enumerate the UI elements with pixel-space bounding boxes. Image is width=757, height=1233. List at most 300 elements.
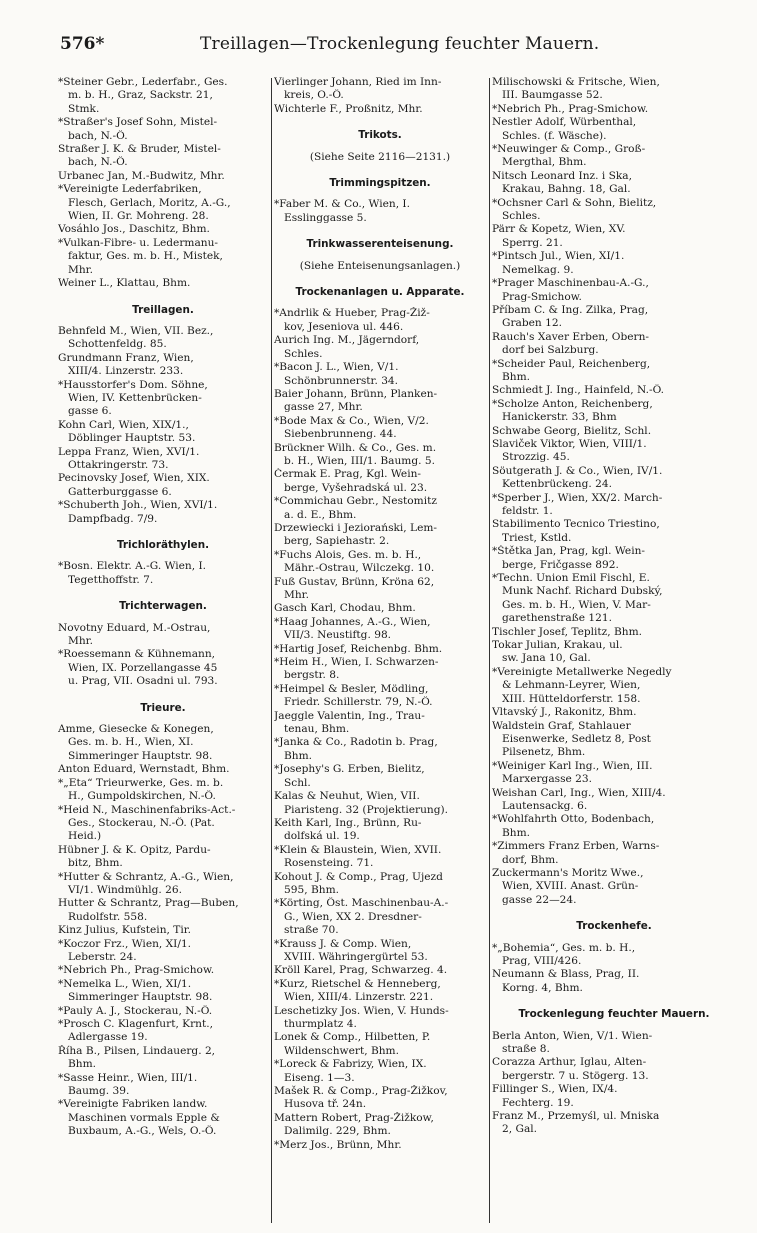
entry-line: G., Wien, XX 2. Dresdner- — [284, 910, 422, 923]
entry-line: Čermak E. Prag, Kgl. Wein- — [274, 468, 421, 481]
directory-entry — [492, 813, 736, 840]
entry-line: bitz, Bhm. — [68, 857, 123, 870]
section-heading: Treillagen. — [132, 303, 194, 316]
entry-line: tenau, Bhm. — [284, 723, 350, 736]
directory-entry — [492, 76, 736, 103]
entry-line: Behnfeld M., Wien, VII. Bez., — [58, 324, 214, 337]
entry-line: Vosáhlo Jos., Daschitz, Bhm. — [58, 223, 210, 236]
entry-line: feldstr. 1. — [502, 505, 553, 517]
directory-entry — [274, 1085, 486, 1112]
directory-entry — [274, 736, 486, 763]
directory-entry — [492, 116, 736, 143]
directory-entry — [274, 103, 486, 116]
entry-line: *Merz Jos., Brünn, Mhr. — [274, 1138, 402, 1151]
entry-line: *Josephy's G. Erben, Bielitz, — [274, 763, 425, 776]
entry-line: garethenstraße 121. — [502, 612, 612, 625]
entry-line: Tegetthoffstr. 7. — [68, 573, 154, 586]
directory-entry — [58, 170, 268, 183]
directory-entry — [58, 237, 268, 277]
entry-line: Wien, IX. Porzellangasse 45 — [68, 661, 218, 674]
entry-line: *Faber M. & Co., Wien, I. — [274, 198, 410, 211]
directory-entry — [492, 250, 736, 277]
entry-line: Schmiedt J. Ing., Hainfeld, N.-Ö. — [492, 384, 665, 397]
directory-entry — [58, 897, 268, 924]
section-heading: Trockenlegung feuchter Mauern. — [518, 1008, 710, 1021]
entry-line: Corazza Arthur, Iglau, Alten- — [492, 1056, 647, 1069]
directory-entry — [274, 1058, 486, 1085]
directory-entry — [274, 415, 486, 442]
entry-line: XIII. Hütteldorferstr. 158. — [502, 692, 641, 705]
directory-entry — [58, 804, 268, 844]
directory-entry — [274, 442, 486, 469]
directory-entry — [58, 143, 268, 170]
entry-line: Wien, XVIII. Anast. Grün- — [502, 880, 639, 893]
entry-line: Kinz Julius, Kufstein, Tir. — [58, 924, 191, 937]
directory-entry — [274, 198, 486, 225]
page-number: 576* — [60, 34, 105, 54]
section-heading: Trinkwasserenteisenung. — [306, 238, 454, 251]
entry-line: Wichterle F., Proßnitz, Mhr. — [274, 102, 423, 115]
directory-columns — [58, 76, 736, 1226]
entry-line: *Loreck & Fabrizy, Wien, IX. — [274, 1058, 427, 1071]
entry-line: Aurich Ing. M., Jägerndorf, — [274, 334, 420, 347]
entry-line: VII/3. Neustiftg. 98. — [284, 629, 392, 642]
entry-line: Waldstein Graf, Stahlauer — [492, 719, 631, 732]
entry-line: straße 8. — [502, 1043, 550, 1056]
entry-line: Ges. m. b. H., Wien, V. Mar- — [502, 598, 651, 611]
entry-line: Lonek & Comp., Hilbetten, P. — [274, 1031, 431, 1044]
running-title: Treillagen—Trockenlegung feuchter Mauern. — [200, 34, 600, 54]
entry-line: *Heid N., Maschinenfabriks-Act.- — [58, 803, 236, 816]
entry-line: Husova tř. 24n. — [284, 1098, 367, 1111]
entry-line: Tokar Julian, Krakau, ul. — [492, 639, 623, 652]
entry-line: Hübner J. & K. Opitz, Pardu- — [58, 843, 211, 856]
directory-entry — [58, 1005, 268, 1018]
directory-entry — [274, 763, 486, 790]
directory-entry — [58, 648, 268, 688]
entry-line: *Hartig Josef, Reichenbg. Bhm. — [274, 642, 443, 655]
entry-line: Dampfbadg. 7/9. — [68, 512, 158, 525]
entry-line: Milischowski & Fritsche, Wien, — [492, 76, 660, 88]
entry-line: Mhr. — [68, 263, 93, 276]
entry-line: m. b. H., Graz, Sackstr. 21, — [68, 89, 213, 102]
entry-line: Hanickerstr. 33, Bhm — [502, 411, 617, 424]
directory-entry — [58, 1045, 268, 1072]
entry-line: Prag, VIII/426. — [502, 955, 582, 967]
entry-line: *Techn. Union Emil Fischl, E. — [492, 572, 650, 585]
entry-line: Grundmann Franz, Wien, — [58, 351, 194, 364]
entry-line: Lautensackg. 6. — [502, 799, 588, 812]
entry-line: Novotny Eduard, M.-Ostrau, — [58, 621, 211, 634]
entry-line: Strozzig. 45. — [502, 451, 570, 464]
directory-entry — [492, 760, 736, 787]
entry-line: *Prager Maschinenbau-A.-G., — [492, 277, 649, 290]
entry-line: Baumg. 39. — [68, 1085, 130, 1098]
entry-line: faktur, Ges. m. b. H., Mistek, — [68, 250, 223, 263]
entry-line: III. Baumgasse 52. — [502, 89, 603, 102]
entry-line: Nestler Adolf, Würbenthal, — [492, 116, 637, 129]
entry-line: Leppa Franz, Wien, XVI/1. — [58, 445, 200, 458]
directory-entry — [274, 871, 486, 898]
entry-line: Eisenwerke, Sedletz 8, Post — [502, 732, 651, 745]
entry-line: *Vereinigte Metallwerke Negedly — [492, 665, 672, 678]
entry-line: gasse 27, Mhr. — [284, 401, 363, 414]
entry-line: Ges., Stockerau, N.-Ö. (Pat. — [68, 816, 215, 829]
directory-entry — [492, 277, 736, 304]
directory-entry — [58, 871, 268, 898]
directory-entry — [274, 978, 486, 1005]
page-header — [60, 34, 737, 64]
entry-line: kov, Jeseniova ul. 446. — [284, 320, 404, 333]
entry-line: Esslinggasse 5. — [284, 211, 367, 224]
directory-entry — [492, 840, 736, 867]
directory-entry — [492, 968, 736, 995]
directory-entry — [274, 897, 486, 937]
entry-line: bach, N.-Ö. — [68, 129, 128, 142]
directory-entry — [58, 76, 268, 116]
entry-line: *Vereinigte Lederfabriken, — [58, 183, 202, 196]
entry-line: Kettenbrückeng. 24. — [502, 478, 612, 491]
entry-line: *Nemelka L., Wien, XI/1. — [58, 977, 192, 990]
directory-entry — [492, 465, 736, 492]
entry-line: Gasch Karl, Chodau, Bhm. — [274, 602, 416, 615]
directory-entry — [274, 495, 486, 522]
entry-line: 2, Gal. — [502, 1123, 538, 1136]
entry-line: *Bosn. Elektr. A.-G. Wien, I. — [58, 560, 207, 573]
column-1 — [58, 76, 268, 1226]
entry-line: dolfská ul. 19. — [284, 830, 360, 843]
entry-line: Urbanec Jan, M.-Budwitz, Mhr. — [58, 169, 225, 182]
entry-line: Kröll Karel, Prag, Schwarzeg. 4. — [274, 964, 448, 977]
entry-line: Amme, Giesecke & Konegen, — [58, 723, 214, 736]
section-heading: Trieure. — [140, 701, 186, 714]
directory-entry — [58, 183, 268, 223]
entry-line: kreis, O.-Ö. — [284, 89, 344, 102]
directory-entry — [492, 942, 736, 969]
directory-entry — [58, 325, 268, 352]
directory-entry — [274, 790, 486, 817]
directory-entry — [274, 643, 486, 656]
entry-line: Stmk. — [68, 102, 100, 115]
entry-line: u. Prag, VII. Osadni ul. 793. — [68, 675, 218, 688]
entry-line: Schles. — [502, 210, 541, 223]
entry-line: H., Gumpoldskirchen, N.-Ö. — [68, 790, 216, 803]
entry-line: *Haag Johannes, A.-G., Wien, — [274, 615, 431, 628]
directory-entry — [274, 964, 486, 977]
directory-entry — [492, 1056, 736, 1083]
directory-entry — [274, 602, 486, 615]
column-3 — [492, 76, 736, 1226]
directory-entry — [274, 616, 486, 643]
entry-line: *Heimpel & Besler, Mödling, — [274, 682, 429, 695]
entry-line: Ottakringerstr. 73. — [68, 458, 169, 471]
entry-line: *Weiniger Karl Ing., Wien, III. — [492, 759, 653, 772]
entry-line: a. d. E., Bhm. — [284, 508, 357, 521]
entry-line: Wien, II. Gr. Mohreng. 28. — [68, 210, 209, 223]
directory-entry — [492, 1030, 736, 1057]
entry-line: Leschetizky Jos. Wien, V. Hunds- — [274, 1004, 449, 1017]
entry-line: Stabilimento Tecnico Triestino, — [492, 518, 660, 531]
directory-entry — [58, 116, 268, 143]
entry-line: Mhr. — [68, 635, 93, 648]
directory-entry — [274, 938, 486, 965]
entry-line: Hutter & Schrantz, Prag—Buben, — [58, 897, 239, 910]
entry-line: *Körting, Öst. Maschinenbau-A.- — [274, 897, 449, 910]
directory-entry — [274, 549, 486, 576]
entry-line: Mhr. — [284, 589, 309, 601]
entry-line: Buxbaum, A.-G., Wels, O.-Ö. — [68, 1125, 217, 1138]
directory-entry — [492, 438, 736, 465]
directory-entry — [492, 170, 736, 197]
entry-line: Friedr. Schillerstr. 79, N.-Ö. — [284, 696, 433, 709]
entry-line: *Pauly A. J., Stockerau, N.-Ö. — [58, 1004, 213, 1017]
entry-line: *Schuberth Joh., Wien, XVI/1. — [58, 499, 218, 512]
entry-line: & Lehmann-Leyrer, Wien, — [502, 679, 641, 692]
entry-line: *Prosch C. Klagenfurt, Krnt., — [58, 1018, 213, 1030]
entry-line: Schwabe Georg, Bielitz, Schl. — [492, 424, 652, 437]
directory-entry — [492, 398, 736, 425]
entry-line: dorf bei Salzburg. — [502, 344, 599, 357]
directory-entry — [58, 1018, 268, 1045]
entry-line: Wien, XIII/4. Linzerstr. 221. — [284, 991, 434, 1004]
entry-line: Anton Eduard, Wernstadt, Bhm. — [58, 763, 230, 776]
entry-line: VI/1. Windmühlg. 26. — [68, 883, 183, 896]
entry-line: *„Bohemia“, Ges. m. b. H., — [492, 941, 636, 954]
directory-entry — [274, 388, 486, 415]
entry-line: berge, Vyšehradská ul. 23. — [284, 481, 428, 494]
entry-line: *Krauss J. & Comp. Wien, — [274, 937, 412, 950]
entry-line: Nitsch Leonard Inz. i Ska, — [492, 169, 632, 182]
entry-line: Bhm. — [284, 749, 313, 762]
cross-reference-note: (Siehe Seite 2116—2131.) — [309, 150, 451, 163]
entry-line: *Straßer's Josef Sohn, Mistel- — [58, 116, 218, 129]
directory-entry — [58, 978, 268, 1005]
entry-line: Krakau, Bahng. 18, Gal. — [502, 183, 631, 196]
entry-line: Schl. — [284, 776, 311, 789]
directory-entry — [274, 468, 486, 495]
entry-line: Söutgerath J. & Co., Wien, IV/1. — [492, 464, 663, 477]
directory-entry — [492, 1110, 736, 1137]
entry-line: Gatterburggasse 6. — [68, 485, 172, 498]
entry-line: sw. Jana 10, Gal. — [502, 652, 591, 665]
entry-line: Mergthal, Bhm. — [502, 156, 587, 169]
directory-entry — [274, 1031, 486, 1058]
entry-line: Siebenbrunneng. 44. — [284, 428, 397, 441]
directory-entry — [58, 723, 268, 763]
directory-entry — [492, 103, 736, 116]
entry-line: *„Eta“ Trieurwerke, Ges. m. b. — [58, 776, 224, 789]
entry-line: *Nebrich Ph., Prag-Smichow. — [58, 964, 215, 977]
entry-line: Schles. (f. Wäsche). — [502, 129, 607, 142]
entry-line: Dalimilg. 229, Bhm. — [284, 1125, 391, 1138]
entry-line: Keith Karl, Ing., Brünn, Ru- — [274, 816, 422, 829]
entry-line: Adlergasse 19. — [68, 1031, 148, 1044]
section-heading: Trimmingspitzen. — [329, 177, 431, 190]
entry-line: XIII/4. Linzerstr. 233. — [68, 365, 184, 378]
directory-entry — [58, 938, 268, 965]
entry-line: Leberstr. 24. — [68, 950, 137, 963]
entry-line: Heid.) — [68, 830, 102, 843]
entry-line: Pärr & Kopetz, Wien, XV. — [492, 223, 626, 236]
entry-line: Straßer J. K. & Bruder, Mistel- — [58, 143, 221, 156]
entry-line: berg, Sapiehastr. 2. — [284, 535, 390, 548]
directory-entry — [58, 844, 268, 871]
entry-line: Příbam C. & Ing. Zilka, Prag, — [492, 303, 649, 316]
entry-line: Nemelkag. 9. — [502, 263, 574, 276]
entry-line: dorf, Bhm. — [502, 853, 559, 866]
directory-entry — [492, 197, 736, 224]
entry-line: Sperrg. 21. — [502, 236, 563, 249]
entry-line: XVIII. Währingergürtel 53. — [284, 950, 428, 963]
entry-line: thurmplatz 4. — [284, 1018, 357, 1030]
entry-line: Weiner L., Klattau, Bhm. — [58, 277, 191, 290]
entry-line: Munk Nachf. Richard Dubský, — [502, 585, 663, 598]
entry-line: *Koczor Frz., Wien, XI/1. — [58, 937, 192, 950]
entry-line: *Vulkan-Fibre- u. Ledermanu- — [58, 236, 218, 249]
entry-line: b. H., Wien, III/1. Baumg. 5. — [284, 454, 435, 467]
entry-line: *Hausstorfer's Dom. Söhne, — [58, 378, 208, 391]
entry-line: 595, Bhm. — [284, 883, 339, 896]
entry-line: *Janka & Co., Radotin b. Prag, — [274, 736, 438, 749]
entry-line: Rudolfstr. 558. — [68, 910, 148, 923]
entry-line: Marxergasse 23. — [502, 773, 592, 786]
entry-line: Simmeringer Hauptstr. 98. — [68, 991, 213, 1004]
entry-line: Vltavský J., Rakonitz, Bhm. — [492, 706, 637, 719]
directory-entry — [274, 683, 486, 710]
directory-entry — [492, 572, 736, 626]
directory-entry — [58, 1072, 268, 1099]
entry-line: Rosensteing. 71. — [284, 857, 374, 870]
entry-line: *Roessemann & Kühnemann, — [58, 648, 216, 661]
directory-entry — [492, 358, 736, 385]
entry-line: Graben 12. — [502, 317, 562, 330]
entry-line: Wien, IV. Kettenbrücken- — [68, 391, 202, 404]
entry-line: Bhm. — [502, 826, 531, 839]
entry-line: Triest, Kstld. — [502, 531, 572, 544]
directory-entry — [58, 419, 268, 446]
entry-line: Říha B., Pilsen, Lindauerg. 2, — [58, 1044, 216, 1057]
entry-line: gasse 6. — [68, 405, 112, 418]
directory-entry — [58, 223, 268, 236]
entry-line: Drzewiecki i Jeziorański, Lem- — [274, 521, 437, 534]
entry-line: Baier Johann, Brünn, Planken- — [274, 387, 438, 400]
entry-line: Mattern Robert, Prag-Žižkow, — [274, 1111, 434, 1124]
entry-line: Mašek R. & Comp., Prag-Žižkov, — [274, 1085, 448, 1098]
directory-entry — [58, 777, 268, 804]
directory-entry — [58, 622, 268, 649]
directory-entry — [58, 472, 268, 499]
directory-entry — [274, 76, 486, 103]
directory-entry — [274, 817, 486, 844]
entry-line: Wildenschwert, Bhm. — [284, 1044, 399, 1057]
entry-line: bach, N.-Ö. — [68, 156, 128, 169]
entry-line: Schönbrunnerstr. 34. — [284, 374, 399, 387]
entry-line: Eiseng. 1—3. — [284, 1071, 355, 1084]
entry-line: Prag-Smichow. — [502, 290, 582, 303]
directory-entry — [492, 223, 736, 250]
entry-line: *Kurz, Rietschel & Henneberg, — [274, 977, 441, 990]
entry-line: Bhm. — [68, 1058, 97, 1071]
entry-line: Kalas & Neuhut, Wien, VII. — [274, 790, 420, 803]
entry-line: Kohout J. & Comp., Prag, Ujezd — [274, 870, 443, 883]
entry-line: Maschinen vormals Epple & — [68, 1111, 220, 1124]
column-2 — [274, 76, 486, 1226]
entry-line: *Bode Max & Co., Wien, V/2. — [274, 414, 429, 427]
entry-line: *Commichau Gebr., Nestomitz — [274, 495, 437, 508]
entry-line: Tischler Josef, Teplitz, Bhm. — [492, 625, 643, 638]
entry-line: Berla Anton, Wien, V/1. Wien- — [492, 1029, 653, 1042]
entry-line: *Hutter & Schrantz, A.-G., Wien, — [58, 870, 234, 883]
directory-entry — [58, 924, 268, 937]
section-heading: Trikots. — [358, 129, 402, 142]
entry-line: Zuckermann's Moritz Wwe., — [492, 866, 644, 879]
directory-entry — [492, 867, 736, 907]
entry-line: *Andrlik & Hueber, Prag-Žiž- — [274, 307, 430, 320]
entry-line: *Pintsch Jul., Wien, XI/1. — [492, 250, 625, 263]
directory-entry — [274, 710, 486, 737]
directory-entry — [492, 384, 736, 397]
section-heading: Trichterwagen. — [119, 600, 207, 613]
entry-line: Neumann & Blass, Prag, II. — [492, 968, 640, 981]
directory-entry — [274, 522, 486, 549]
entry-line: Fillinger S., Wien, IX/4. — [492, 1083, 618, 1096]
section-heading: Trockenhefe. — [576, 920, 652, 933]
directory-entry — [58, 446, 268, 473]
entry-line: Fuß Gustav, Brünn, Kröna 62, — [274, 575, 435, 588]
entry-line: Mähr.-Ostrau, Wilczekg. 10. — [284, 562, 435, 575]
entry-line: Weishan Carl, Ing., Wien, XIII/4. — [492, 786, 666, 799]
entry-line: *Vereinigte Fabriken landw. — [58, 1098, 208, 1111]
section-heading: Trockenanlagen u. Apparate. — [295, 286, 465, 299]
directory-entry — [492, 626, 736, 639]
entry-line: Flesch, Gerlach, Moritz, A.-G., — [68, 196, 231, 209]
directory-entry — [274, 576, 486, 603]
entry-line: *Ochsner Carl & Sohn, Bielitz, — [492, 196, 657, 209]
column-divider — [271, 78, 272, 1223]
entry-line: Rauch's Xaver Erben, Obern- — [492, 330, 649, 343]
directory-entry — [58, 352, 268, 379]
entry-line: Pilsenetz, Bhm. — [502, 746, 586, 759]
entry-line: *Klein & Blaustein, Wien, XVII. — [274, 843, 442, 856]
directory-entry — [492, 518, 736, 545]
directory-entry — [274, 1139, 486, 1152]
directory-entry — [58, 560, 268, 587]
directory-entry — [492, 720, 736, 760]
entry-line: Simmeringer Hauptstr. 98. — [68, 749, 213, 762]
entry-line: *Heim H., Wien, I. Schwarzen- — [274, 656, 439, 669]
entry-line: *Nebrich Ph., Prag-Smichow. — [492, 102, 649, 115]
entry-line: Pecinovsky Josef, Wien, XIX. — [58, 472, 210, 485]
entry-line: *Neuwinger & Comp., Groß- — [492, 143, 646, 156]
directory-entry — [492, 639, 736, 666]
directory-entry — [492, 143, 736, 170]
entry-line: Franz M., Przemyśl, ul. Mniska — [492, 1110, 660, 1123]
entry-line: Fechterg. 19. — [502, 1096, 574, 1109]
entry-line: bergerstr. 7 u. Stögerg. 13. — [502, 1069, 649, 1082]
entry-line: *Štětka Jan, Prag, kgl. Wein- — [492, 545, 645, 558]
entry-line: berge, Fričgasse 892. — [502, 558, 619, 571]
entry-line: *Sperber J., Wien, XX/2. March- — [492, 491, 663, 504]
directory-entry — [492, 331, 736, 358]
entry-line: Jaeggle Valentin, Ing., Trau- — [274, 709, 425, 722]
directory-entry — [274, 334, 486, 361]
directory-entry — [58, 964, 268, 977]
cross-reference-note: (Siehe Enteisenungsanlagen.) — [299, 259, 461, 272]
entry-line: *Wohlfahrth Otto, Bodenbach, — [492, 813, 655, 826]
directory-entry — [58, 499, 268, 526]
directory-entry — [58, 277, 268, 290]
entry-line: *Sasse Heinr., Wien, III/1. — [58, 1071, 198, 1084]
